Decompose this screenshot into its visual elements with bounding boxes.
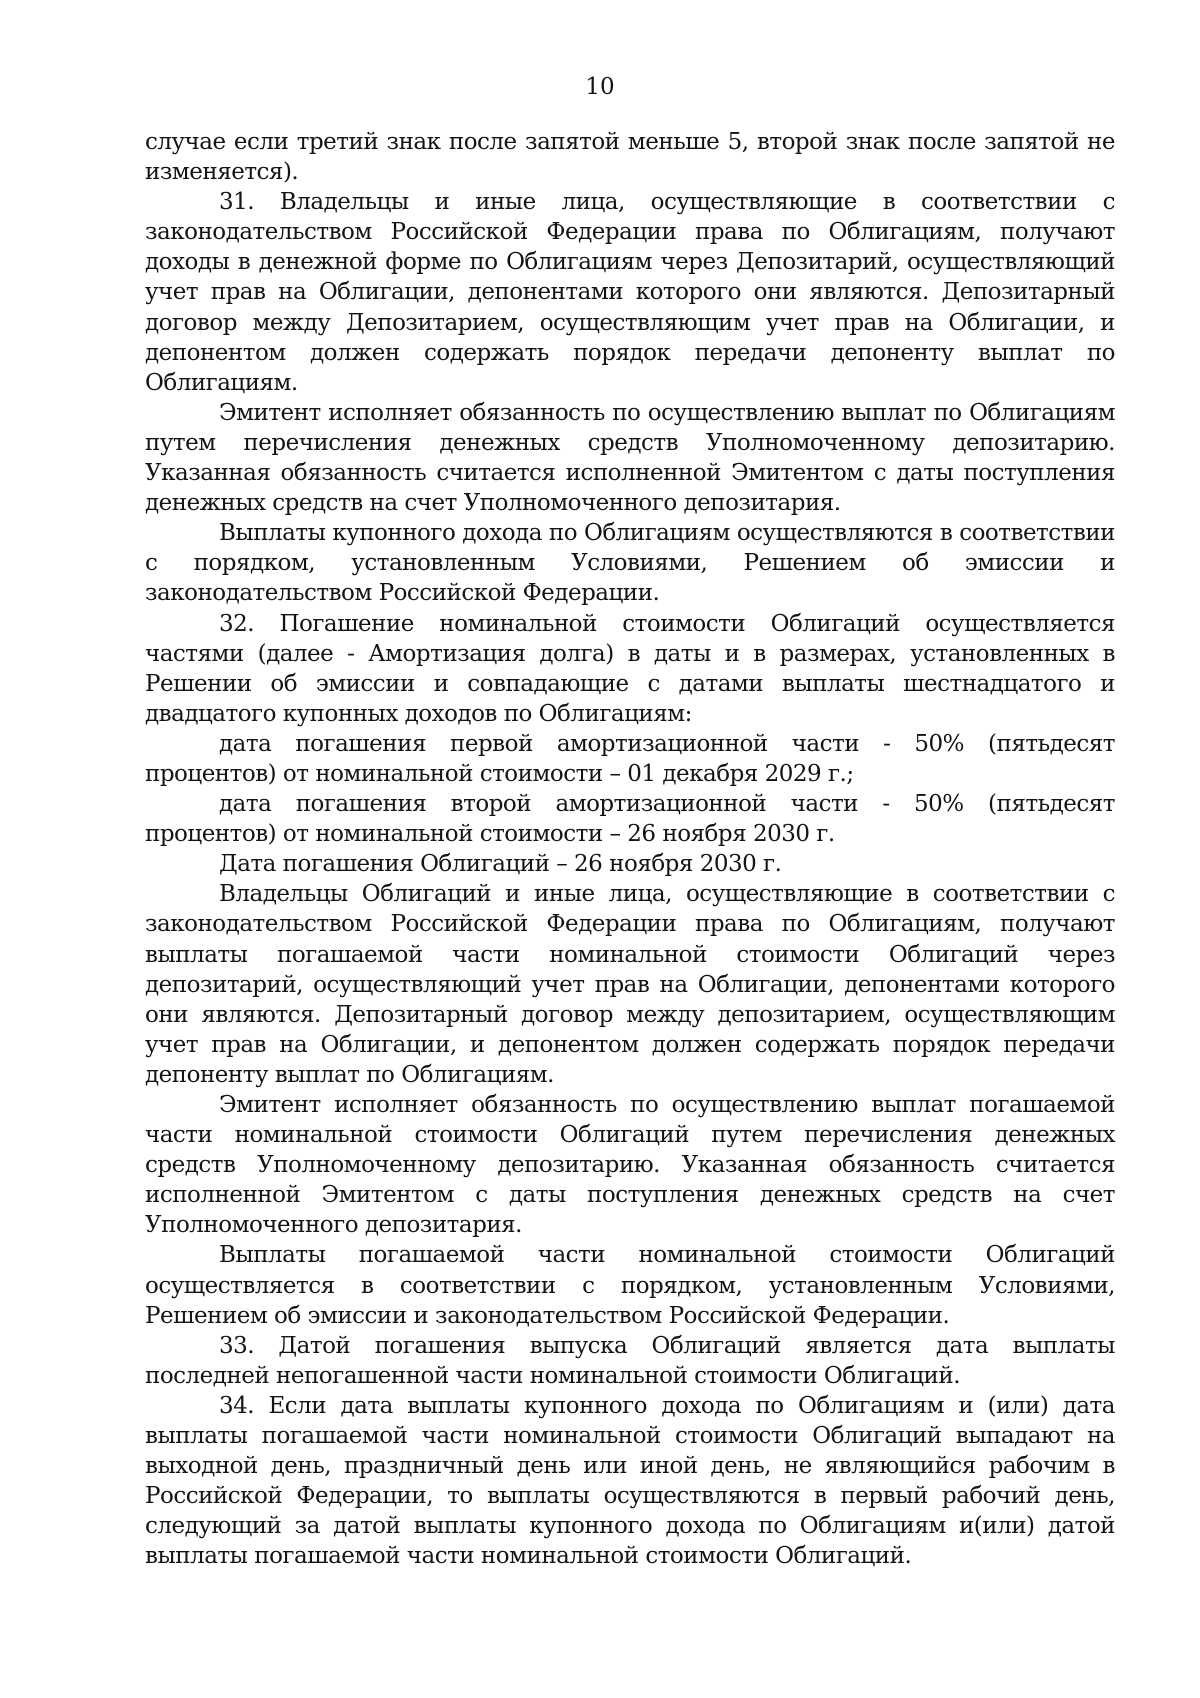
paragraph-issuer-obligation: Эмитент исполняет обязанность по осуществлению выплат по Облигациям путем перечисления денежных средств Уполномоченному депозитарию. Указанная обязанность считается исполненной Эмитентом с даты поступления денежных средств на счет Уполномоченного депозитария. (145, 399, 1115, 517)
paragraph-31-depository-payments: 31. Владельцы и иные лица, осуществляющие в соответствии с законодательством Российской Федерации права по Облигациям, получают доходы в денежной форме по Облигациям через Депозитарий, осуществляющий учет прав на Облигации, депонентами которого они являются. Депозитарный договор между Депозитарием, осуществляющим учет прав на Облигации, и депонентом должен содержать порядок передачи депоненту выплат по Облигациям. (145, 189, 1115, 396)
paragraph-redemption-payments: Владельцы Облигаций и иные лица, осуществляющие в соответствии с законодательством Российской Федерации права по Облигациям, получают выплаты погашаемой части номинальной стоимости Облигаций через депозитарий, осуществляющий учет прав на Облигации, депонентами которого они являются. Депозитарный договор между депозитарием, осуществляющим учет прав на Облигации, и депонентом должен содержать порядок передачи депоненту выплат по Облигациям. (145, 881, 1115, 1088)
document-body (145, 127, 1115, 1572)
paragraph-33-redemption-date: 33. Датой погашения выпуска Облигаций является дата выплаты последней непогашенной части номинальной стоимости Облигаций. (145, 1332, 1115, 1389)
paragraph-coupon-payments: Выплаты купонного дохода по Облигациям осуществляются в соответствии с порядком, установленным Условиями, Решением об эмиссии и законодательством Российской Федерации. (145, 520, 1115, 607)
paragraph-32-amortization: 32. Погашение номинальной стоимости Облигаций осуществляется частями (далее - Амортизация долга) в даты и в размерах, установленных в Решении об эмиссии и совпадающие с датами выплаты шестнадцатого и двадцатого купонных доходов по Облигациям: (145, 610, 1115, 727)
paragraph-continuation: случае если третий знак после запятой меньше 5, второй знак после запятой не изменяется). (145, 129, 1115, 186)
paragraph-redemption-procedure: Выплаты погашаемой части номинальной стоимости Облигаций осуществляется в соответствии с порядком, установленным Условиями, Решением об эмиссии и законодательством Российской Федерации. (145, 1242, 1115, 1329)
page-number: 10 (585, 74, 615, 100)
paragraph-second-amortization-date: дата погашения второй амортизационной части - 50% (пятьдесят процентов) от номинальной стоимости – 26 ноября 2030 г. (145, 791, 1115, 848)
paragraph-first-amortization-date: дата погашения первой амортизационной части - 50% (пятьдесят процентов) от номинальной стоимости – 01 декабря 2029 г.; (145, 730, 1115, 787)
paragraph-maturity-date: Дата погашения Облигаций – 26 ноября 2030 г. (219, 851, 782, 878)
paragraph-issuer-redemption-obligation: Эмитент исполняет обязанность по осуществлению выплат погашаемой части номинальной стоимости Облигаций путем перечисления денежных средств Уполномоченному депозитарию. Указанная обязанность считается исполненной Эмитентом с даты поступления денежных средств на счет Уполномоченного депозитария. (145, 1092, 1115, 1239)
paragraph-34-non-business-day: 34. Если дата выплаты купонного дохода по Облигациям и (или) дата выплаты погашаемой части номинальной стоимости Облигаций выпадают на выходной день, праздничный день или иной день, не являющийся рабочим в Российской Федерации, то выплаты осуществляются в первый рабочий день, следующий за датой выплаты купонного дохода по Облигациям и(или) датой выплаты погашаемой части номинальной стоимости Облигаций. (145, 1392, 1115, 1570)
